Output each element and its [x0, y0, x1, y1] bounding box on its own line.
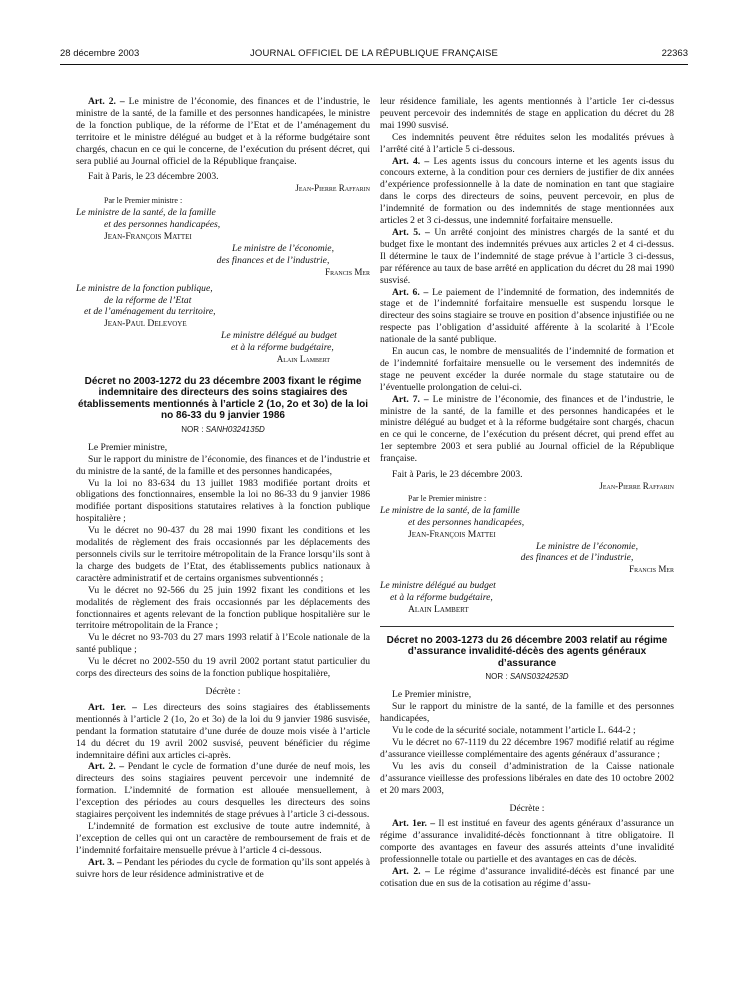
- article-3-para2: Ces indemnités peuvent être réduites selon les modalités prévues à l’arrêté cité à l’article 5 ci-dessous.: [380, 131, 674, 155]
- visa-code-securite-sociale: Vu le code de la sécurité sociale, notamment l’article L. 644-2 ;: [392, 725, 636, 737]
- minister-budget-line2: et à la réforme budgétaire,: [231, 342, 334, 354]
- par-premier-ministre: Par le Premier ministre :: [104, 196, 183, 206]
- minister-economy-line1: Le ministre de l’économie,: [536, 540, 638, 552]
- signature-lambert: Alain Lambert: [276, 354, 330, 365]
- visa-decret-93-703: Vu le décret no 93-703 du 27 mars 1993 relatif à l’Ecole nationale de la santé publique ;: [76, 632, 370, 656]
- minister-budget-line2: et à la réforme budgétaire,: [390, 592, 493, 604]
- article-1: [76, 702, 370, 762]
- minister-economy-line2: des finances et de l’industrie,: [216, 254, 330, 266]
- visa-decret-67-1119: Vu le décret no 67-1119 du 22 décembre 1967 modifié relatif au régime d’assurance vieillesse complémentaire des agents généraux d’assurance ;: [380, 737, 674, 760]
- visa-decret-92-566: Vu le décret no 92-566 du 25 juin 1992 fixant les conditions et les modalités de règlement des frais occasionnés par les déplacements des fonctionnaires et agents relevant de la fonction publique hospitalière sur le territoire métropolitain de la France ;: [76, 584, 370, 632]
- nor-label: NOR :: [181, 424, 204, 434]
- minister-fp-line3: et de l’aménagement du territoire,: [84, 306, 216, 318]
- minister-health-line1: Le ministre de la santé, de la famille: [76, 207, 216, 219]
- visa-avis-conseil: Vu les avis du conseil d’administration de la Caisse nationale d’assurance vieillesse des professions libérales en date des 10 octobre 2002 et 20 mars 2003,: [380, 760, 674, 796]
- article-1: [380, 818, 674, 866]
- minister-fp-line1: Le ministre de la fonction publique,: [76, 282, 213, 294]
- visa-loi-83-634: Vu la loi no 83-634 du 13 juillet 1983 modifiée portant droits et obligations des fonctionnaires, ensemble la loi no 86-33 du 9 janvier 1986 modifiée portant dispositions statutaires relatives à la fonction publique hospitalière ;: [76, 477, 370, 525]
- minister-health-line2: et des personnes handicapées,: [408, 516, 525, 528]
- minister-health-line2: et des personnes handicapées,: [104, 219, 221, 231]
- signature-mattei: Jean-François Mattei: [104, 230, 192, 242]
- signature-mer: Francis Mer: [629, 564, 674, 575]
- article-3: [76, 857, 370, 881]
- fait-a-paris: Fait à Paris, le 23 décembre 2003.: [88, 171, 219, 183]
- section-separator: [380, 626, 674, 627]
- decrete: Décrète :: [205, 685, 241, 697]
- visa-rapport: Sur le rapport du ministre de la santé, de la famille et des personnes handicapées,: [380, 701, 674, 725]
- article-label: Art. 2. –: [392, 866, 430, 878]
- visa-premier-ministre: Le Premier ministre,: [392, 689, 472, 701]
- fait-a-paris: Fait à Paris, le 23 décembre 2003.: [392, 469, 523, 481]
- article-5: [380, 227, 674, 287]
- article-label: Art. 1er. –: [392, 818, 436, 830]
- article-6-para2: En aucun cas, le nombre de mensualités de l’indemnité de formation et de l’indemnité forfaitaire mensuelle ou le versement des indemnités de stage ne peuvent excéder la durée normale du stage statutaire ou de l’éventuelle prolongation de celui-ci.: [380, 346, 674, 393]
- article-label: Art. 5. –: [392, 226, 430, 238]
- decrete: Décrète :: [509, 802, 545, 814]
- article-text: Le ministre de l’économie, des finances et de l’industrie, le ministre de la santé, de la famille et des personnes handicapées et le ministre délégué au budget et à la réforme budgétaire sont chargés, chacun en ce qui le concerne, de l’exécution du présent décret, qui prend effet au 1er septembre 2003 et sera publié au Journal officiel de la République française.: [380, 393, 674, 465]
- article-label: Art. 2. –: [88, 761, 125, 773]
- article-2: [76, 96, 370, 167]
- visa-premier-ministre: Le Premier ministre,: [88, 441, 168, 453]
- header-rule: [60, 64, 688, 65]
- article-3-continued: leur résidence familiale, les agents mentionnés à l’article 1er ci-dessus peuvent percevoir des indemnités de stage en application du décret du 28 mai 1990 susvisé.: [380, 96, 674, 131]
- nor-code: SANH0324135D: [205, 424, 265, 434]
- article-2b-para2: L’indemnité de formation est exclusive de toute autre indemnité, à l’exception de celles qui ont un caractère de remboursement de frais et de l’indemnité forfaitaire mensuelle prévue à l’article 4 ci-dessous.: [76, 820, 370, 856]
- minister-fp-line2: de la réforme de l’Etat: [104, 294, 192, 306]
- journal-title: JOURNAL OFFICIEL DE LA RÉPUBLIQUE FRANÇAISE: [249, 48, 499, 59]
- article-label: Art. 3. –: [88, 856, 122, 868]
- left-column: [76, 96, 370, 880]
- signature-lambert: Alain Lambert: [408, 604, 469, 616]
- article-label: Art. 1er. –: [88, 701, 137, 713]
- article-label: Art. 6. –: [392, 286, 429, 298]
- article-2: [380, 866, 674, 890]
- minister-economy-line2: des finances et de l’industrie,: [520, 552, 634, 564]
- nor-code: SANS0324253D: [509, 672, 569, 682]
- nor-label: NOR :: [485, 672, 508, 682]
- visa-decret-2002-550: Vu le décret no 2002-550 du 19 avril 2002 portant statut particulier du corps des directeurs des soins de la fonction publique hospitalière,: [76, 656, 370, 680]
- signature-mer: Francis Mer: [325, 266, 370, 277]
- article-label: Art. 2. –: [88, 96, 125, 107]
- article-text: Il est institué en faveur des agents généraux d’assurance un régime d’assurance invalidité-décès fonctionnant à titre obligatoire. Il comporte des avantages en faveur des assurés atteints d’une invalidité professionnelle totale ou partielle et des avantages en cas de décès.: [380, 818, 674, 866]
- page-header: [60, 48, 688, 62]
- visa-rapport: Sur le rapport du ministre de l’économie, des finances et de l’industrie et du ministre de la santé, de la famille et des personnes handicapées,: [76, 453, 370, 477]
- signature-raffarin: Jean-Pierre Raffarin: [295, 183, 370, 194]
- decree-title-1272: Décret no 2003-1272 du 23 décembre 2003 fixant le régime indemnitaire des directeurs des soins stagiaires des établissements mentionnés à l’article 2 (1o, 2o et 3o) de la loi no 86-33 du 9 janvier 1986: [77, 375, 369, 422]
- signature-mattei: Jean-François Mattei: [408, 528, 496, 540]
- nor-line: [380, 671, 674, 683]
- page-number: 22363: [661, 48, 688, 59]
- article-4: [380, 156, 674, 227]
- minister-budget-line1: Le ministre délégué au budget: [221, 330, 337, 342]
- visa-decret-90-437: Vu le décret no 90-437 du 28 mai 1990 fixant les conditions et les modalités de règlement des frais occasionnés par les déplacements des personnels civils sur le territoire métropolitain de la France lorsqu’ils sont à la charge des budgets de l’Etat, des établissements publics nationaux à caractère administratif et de certains organismes subventionnés ;: [76, 525, 370, 584]
- article-6: [380, 287, 674, 347]
- article-label: Art. 4. –: [392, 155, 430, 167]
- header-date: 28 décembre 2003: [60, 48, 140, 59]
- article-text: Le régime d’assurance invalidité-décès est financé par une cotisation due en sus de la cotisation au régime d’assu-: [380, 866, 674, 889]
- article-text: Pendant le cycle de formation d’une durée de neuf mois, les directeurs des soins stagiaires peuvent percevoir une indemnité de formation. L’indemnité de formation est allouée mensuellement, à l’exception des périodes au cours desquelles les directeurs des soins stagiaires perçoivent les indemnités de stage prévues à l’article 3 ci-dessous.: [76, 761, 370, 821]
- nor-line: [76, 424, 370, 436]
- article-text: Les agents issus du concours interne et les agents issus du concours externe, à la condition pour ces derniers de justifier de dix années d’expérience professionnelle à la date de nomination en tant que stagiaire dans le corps des directeurs de soins, peuvent percevoir, en plus de l’indemnité de formation ou des indemnités de stage mentionnées aux articles 2 et 3 ci-dessus, une indemnité forfaitaire mensuelle.: [380, 155, 674, 227]
- article-label: Art. 7. –: [392, 393, 429, 405]
- article-text: Les directeurs des soins stagiaires des établissements mentionnés à l’article 2 (1o, 2o et 3o) de la loi du 9 janvier 1986 susvisée, pendant la formation statutaire d’une durée de douze mois visée à l’article 14 du décret du 19 avril 2002 susvisé, peuvent bénéficier du régime indemnitaire défini aux articles ci-après.: [76, 701, 370, 761]
- minister-health-line1: Le ministre de la santé, de la famille: [380, 504, 520, 516]
- right-column: [380, 96, 674, 890]
- article-2b: [76, 761, 370, 821]
- article-7: [380, 394, 674, 465]
- decree-title-1273: Décret no 2003-1273 du 26 décembre 2003 relatif au régime d’assurance invalidité-décès des agents généraux d’assurance: [386, 634, 668, 669]
- article-text: Pendant les périodes du cycle de formation qu’ils sont appelés à suivre hors de leur résidence administrative et de: [76, 856, 370, 880]
- signature-raffarin: Jean-Pierre Raffarin: [599, 481, 674, 491]
- article-text: Le ministre de l’économie, des finances et de l’industrie, le ministre de la santé, de la famille et des personnes handicapées, le ministre de la fonction publique, de la réforme de l’Etat et de l’aménagement du territoire et le ministre délégué au budget et à la réforme budgétaire sont chargés, chacun en ce qui le concerne, de l’exécution du présent décret, qui sera publié au Journal officiel de la République française.: [76, 96, 370, 167]
- par-premier-ministre: Par le Premier ministre :: [408, 493, 487, 503]
- article-text: Le paiement de l’indemnité de formation, des indemnités de stage et de l’indemnité forfaitaire mensuelle est suspendu lorsque le directeur des soins stagiaire se trouve en position d’absence injustifiée ou ne respecte pas l’obligation d’assiduité afférente à la scolarité à l’Ecole nationale de la santé publique.: [380, 286, 674, 346]
- signature-delevoye: Jean-Paul Delevoye: [104, 318, 187, 330]
- article-text: Un arrêté conjoint des ministres chargés de la santé et du budget fixe le montant des indemnités prévues aux articles 2 et 4 ci-dessus. Il détermine le taux de l’indemnité de stage prévue à l’article 3 ci-dessus, par référence au taux de base arrêté en application du décret du 28 mai 1990 susvisé.: [380, 226, 674, 286]
- minister-budget-line1: Le ministre délégué au budget: [380, 580, 496, 592]
- minister-economy-line1: Le ministre de l’économie,: [232, 242, 334, 254]
